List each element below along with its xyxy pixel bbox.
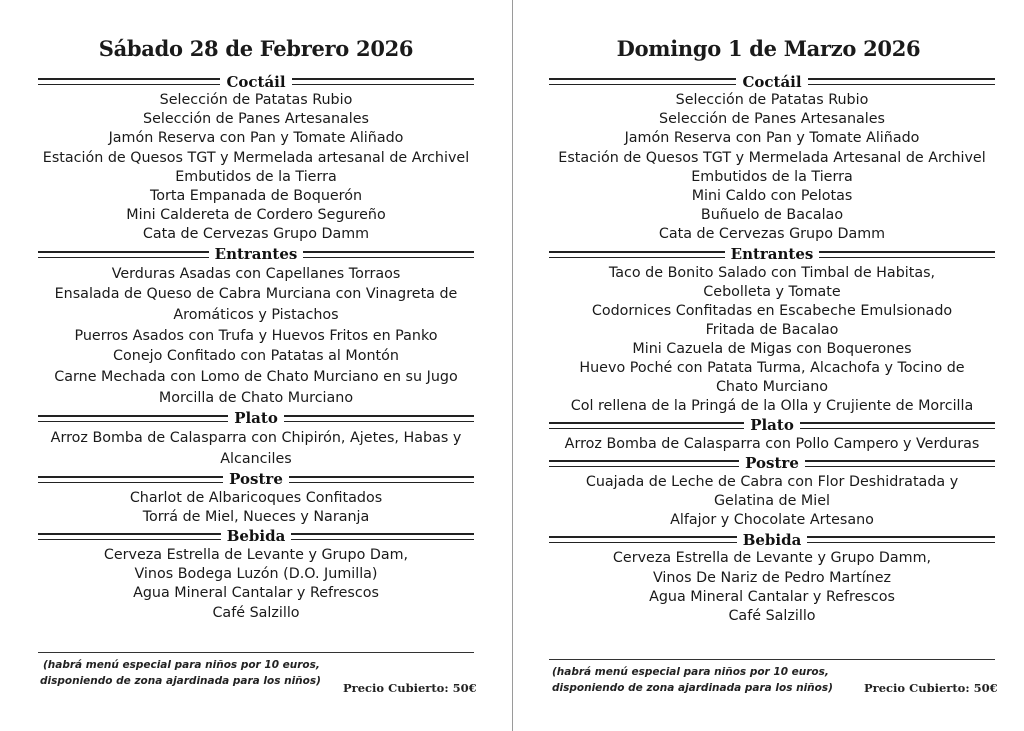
menu-item: Alcanciles xyxy=(220,450,292,467)
double-rule xyxy=(808,78,995,85)
item-list xyxy=(549,549,995,626)
menu-item: Puerros Asados con Trufa y Huevos Fritos en Panko xyxy=(74,327,438,344)
menu-item: Morcilla de Chato Murciano xyxy=(158,389,354,406)
double-rule xyxy=(284,415,474,422)
item-list xyxy=(549,264,995,416)
double-rule xyxy=(38,476,223,483)
kids-menu-note xyxy=(552,664,862,696)
menu-item: Carne Mechada con Lomo de Chato Murciano en su Jugo xyxy=(54,369,458,386)
menu-body xyxy=(38,72,474,623)
item-list xyxy=(38,428,474,470)
section-title: Bebida xyxy=(742,530,802,549)
section-title: Plato xyxy=(750,416,794,435)
note-line: disponiendo de zona ajardinada para los niños) xyxy=(552,682,833,694)
section-entrantes xyxy=(38,245,474,409)
section-postre xyxy=(549,454,995,531)
double-rule xyxy=(549,251,725,258)
section-title: Postre xyxy=(229,470,283,489)
bottom-divider xyxy=(549,659,995,660)
section-title: Plato xyxy=(234,409,278,428)
menu-item: Vinos De Nariz de Pedro Martínez xyxy=(652,569,892,586)
menu-item: Taco de Bonito Salado con Timbal de Habitas, xyxy=(608,264,936,281)
item-list xyxy=(549,91,995,245)
menu-item: Mini Cazuela de Migas con Boquerones xyxy=(632,340,912,357)
section-header xyxy=(38,72,474,91)
menu-item: Agua Mineral Cantalar y Refrescos xyxy=(649,588,895,605)
menu-item: Cata de Cervezas Grupo Damm xyxy=(142,226,370,243)
menu-item: Ensalada de Queso de Cabra Murciana con Vinagreta de xyxy=(54,286,458,303)
double-rule xyxy=(289,476,474,483)
note-line: (habrá menú especial para niños por 10 euros, xyxy=(43,659,320,671)
double-rule xyxy=(805,460,995,467)
menu-item: Alfajor y Chocolate Artesano xyxy=(670,512,874,529)
menu-item: Embutidos de la Tierra xyxy=(175,168,337,185)
double-rule xyxy=(549,78,736,85)
menu-item: Conejo Confitado con Patatas al Montón xyxy=(113,348,399,365)
menu-item: Fritada de Bacalao xyxy=(705,321,839,338)
menu-item: Estación de Quesos TGT y Mermelada Artesanal de Archivel xyxy=(558,149,986,166)
menu-item: Arroz Bomba de Calasparra con Chipirón, Ajetes, Habas y xyxy=(50,429,462,446)
note-line: disponiendo de zona ajardinada para los niños) xyxy=(40,675,321,687)
menu-item: Arroz Bomba de Calasparra con Pollo Campero y Verduras xyxy=(564,435,980,452)
section-header xyxy=(38,245,474,264)
menu-item: Verduras Asadas con Capellanes Torraos xyxy=(111,265,401,282)
menu-item: Gelatina de Miel xyxy=(713,493,831,510)
menu-item: Chato Murciano xyxy=(715,378,829,395)
section-title: Entrantes xyxy=(214,245,298,264)
double-rule xyxy=(549,422,744,429)
double-rule xyxy=(38,533,221,540)
section-title: Coctáil xyxy=(226,72,286,91)
section-header xyxy=(38,409,474,428)
page-title: Sábado 28 de Febrero 2026 xyxy=(98,36,414,61)
menu-item: Cuajada de Leche de Cabra con Flor Deshidratada y xyxy=(585,473,959,490)
section-header xyxy=(38,470,474,489)
kids-menu-note xyxy=(40,657,340,689)
item-list xyxy=(549,473,995,531)
menu-item: Cebolleta y Tomate xyxy=(703,283,841,300)
double-rule xyxy=(800,422,995,429)
menu-item: Embutidos de la Tierra xyxy=(691,168,853,185)
menu-item: Torrá de Miel, Nueces y Naranja xyxy=(142,508,370,525)
menu-item: Charlot de Albaricoques Confitados xyxy=(129,489,383,506)
section-coctail xyxy=(38,72,474,245)
menu-item: Café Salzillo xyxy=(728,608,816,625)
section-header xyxy=(549,245,995,264)
menu-item: Cerveza Estrella de Levante y Grupo Dam, xyxy=(103,546,409,563)
menu-item: Torta Empanada de Boquerón xyxy=(149,188,363,205)
menu-item: Selección de Patatas Rubio xyxy=(159,92,353,108)
double-rule xyxy=(549,460,739,467)
double-rule xyxy=(549,536,737,543)
menu-item: Jamón Reserva con Pan y Tomate Aliñado xyxy=(108,130,404,147)
section-header xyxy=(549,454,995,473)
page-title: Domingo 1 de Marzo 2026 xyxy=(616,36,921,61)
menu-item: Aromáticos y Pistachos xyxy=(173,307,339,324)
section-entrantes xyxy=(549,245,995,416)
double-rule xyxy=(819,251,995,258)
section-header xyxy=(549,530,995,549)
item-list xyxy=(38,264,474,409)
menu-item: Cerveza Estrella de Levante y Grupo Damm, xyxy=(612,550,932,567)
double-rule xyxy=(292,78,474,85)
section-plato xyxy=(38,409,474,470)
section-header xyxy=(549,416,995,435)
section-title: Entrantes xyxy=(730,245,814,264)
menu-item: Col rellena de la Pringá de la Olla y Crujiente de Morcilla xyxy=(570,397,974,414)
menu-item: Selección de Panes Artesanales xyxy=(143,111,369,128)
menu-item: Cata de Cervezas Grupo Damm xyxy=(658,226,886,243)
section-plato xyxy=(549,416,995,454)
menu-body xyxy=(549,72,995,626)
menu-item: Codornices Confitadas en Escabeche Emulsionado xyxy=(591,302,953,319)
menu-item: Estación de Quesos TGT y Mermelada artesanal de Archivel xyxy=(42,149,470,166)
double-rule xyxy=(38,78,220,85)
menu-item: Selección de Patatas Rubio xyxy=(675,92,869,108)
double-rule xyxy=(38,415,228,422)
section-header xyxy=(38,527,474,546)
double-rule xyxy=(303,251,474,258)
double-rule xyxy=(807,536,995,543)
menu-item: Selección de Panes Artesanales xyxy=(659,111,885,128)
double-rule xyxy=(38,251,209,258)
section-bebida xyxy=(549,530,995,626)
menu-item: Jamón Reserva con Pan y Tomate Aliñado xyxy=(624,130,920,147)
section-postre xyxy=(38,470,474,527)
item-list xyxy=(549,435,995,454)
menu-item: Huevo Poché con Patata Turma, Alcachofa y Tocino de xyxy=(579,359,965,376)
item-list xyxy=(38,546,474,623)
note-line: (habrá menú especial para niños por 10 euros, xyxy=(552,666,829,678)
menu-item: Buñuelo de Bacalao xyxy=(700,207,844,224)
bottom-divider xyxy=(38,652,474,653)
section-bebida xyxy=(38,527,474,623)
menu-page-sunday xyxy=(512,0,1024,731)
price-label: Precio Cubierto: 50€ xyxy=(864,681,998,695)
section-title: Postre xyxy=(745,454,799,473)
menu-item: Mini Caldo con Pelotas xyxy=(691,188,853,205)
item-list xyxy=(38,91,474,245)
section-header xyxy=(549,72,995,91)
menu-item: Agua Mineral Cantalar y Refrescos xyxy=(133,585,379,602)
menu-item: Mini Caldereta de Cordero Segureño xyxy=(126,207,386,224)
menu-item: Vinos Bodega Luzón (D.O. Jumilla) xyxy=(134,566,378,583)
section-title: Coctáil xyxy=(742,72,802,91)
item-list xyxy=(38,489,474,527)
section-coctail xyxy=(549,72,995,245)
menu-item: Café Salzillo xyxy=(212,604,300,621)
double-rule xyxy=(291,533,474,540)
price-label: Precio Cubierto: 50€ xyxy=(343,681,477,695)
section-title: Bebida xyxy=(226,527,286,546)
